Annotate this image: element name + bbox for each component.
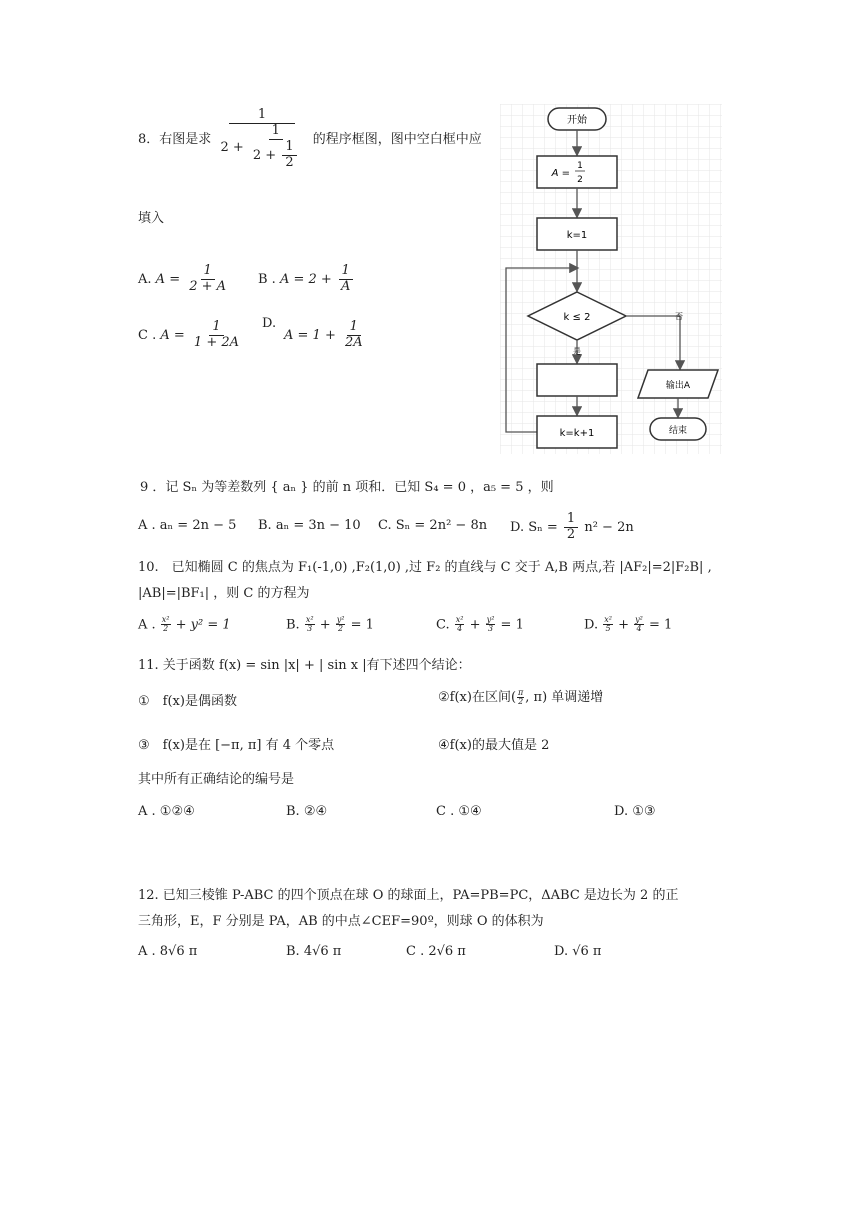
q10-c-den1: 4 (457, 624, 463, 634)
q10-option-b (286, 616, 374, 634)
q11-conclusion-1: ① f(x)是偶函数 (138, 694, 237, 709)
q11-option-b: B. ②④ (286, 804, 328, 819)
q8-option-c-label: C . (138, 327, 157, 343)
q9-option-d-post: n² − 2n (584, 519, 634, 535)
q9-option-d-frac (564, 512, 578, 543)
q10-d-x2: x² (604, 615, 612, 624)
q10-c-plus: + (469, 617, 481, 633)
q10-d-y2: y² (635, 615, 643, 624)
q10-option-c (436, 616, 524, 634)
q10-b-plus: + (319, 617, 331, 633)
q8-inner-two-plus: 2 + (252, 147, 277, 163)
q8-option-a-num: 1 (201, 264, 215, 280)
flow-condition-label: k ≤ 2 (563, 312, 591, 323)
q8-option-b (258, 264, 355, 295)
q8-half-den: 2 (285, 154, 294, 170)
q9-option-b: B. aₙ = 3n − 10 (258, 518, 361, 533)
q8-two-plus: 2 + (220, 139, 244, 155)
q9-option-d (510, 512, 634, 543)
q11-conclusion-4: ④f(x)的最大值是 2 (438, 738, 550, 753)
flow-init-a-den: 2 (577, 175, 583, 185)
q9-stem: 9 ．记 Sₙ 为等差数列 { aₙ } 的前 n 项和．已知 S₄ = 0 ，a₅ = 5 ，则 (140, 480, 554, 495)
q8-option-d-den: 2A (344, 334, 363, 350)
q10-option-d-label: D. (584, 617, 599, 633)
q9-option-d-den: 2 (566, 526, 576, 542)
q9-option-a: A . aₙ = 2n − 5 (138, 518, 237, 533)
q10-b-den2: 2 (338, 624, 344, 634)
flow-yes-label: 是 (573, 347, 581, 356)
q8-inner-den (250, 140, 302, 171)
q8-option-c (138, 320, 244, 351)
q11-c2-post: , π) 单调递增 (525, 690, 604, 705)
q8-option-b-den: A (340, 278, 351, 294)
q8-option-a-expr: A = (155, 271, 181, 287)
q8-option-c-den: 1 + 2A (193, 334, 240, 350)
q11-c2-pre: ②f(x)在区间( (438, 690, 517, 705)
q11-c2-num: π (518, 687, 524, 697)
q8-stem-tail: 填入 (138, 211, 165, 226)
q10-c-x2: x² (455, 615, 464, 624)
q10-a-x2: x² (161, 615, 170, 624)
q10-d-den2: 4 (636, 624, 642, 634)
q9-option-d-num: 1 (564, 512, 578, 528)
q10-option-b-rest: = 1 (350, 617, 374, 633)
q11-c2-den: 2 (518, 697, 524, 706)
q10-option-d-frac1 (603, 616, 613, 634)
q8-option-c-expr: A = (160, 327, 185, 343)
q8-option-b-expr: A = 2 + (279, 271, 332, 287)
q10-d-den1: 5 (605, 624, 611, 634)
q8-frac-den (217, 124, 306, 171)
q8-stem-post: 的程序框图，图中空白框中应 (312, 131, 482, 147)
q12-option-d: D. √6 π (554, 944, 602, 959)
q8-half-num: 1 (282, 140, 296, 156)
q8-option-d-expr: A = 1 + (284, 327, 336, 343)
q9-option-c: C. Sₙ = 2n² − 8n (378, 518, 488, 533)
q12-option-b: B. 4√6 π (286, 944, 342, 959)
q8-stem-pre: 右图是求 (159, 131, 212, 147)
q10-option-b-frac1 (305, 616, 315, 634)
q10-line2: |AB|=|BF₁| ，则 C 的方程为 (138, 586, 310, 601)
q10-d-plus: + (618, 617, 629, 633)
q8-option-d (284, 320, 368, 351)
flow-no-label: 否 (675, 312, 683, 321)
q10-option-b-label: B. (286, 617, 300, 633)
q8-option-a-den: 2 + A (189, 278, 227, 294)
q10-option-d-rest: = 1 (649, 617, 673, 633)
q11-c2-frac (517, 689, 524, 707)
q11-option-c: C . ①④ (436, 804, 482, 819)
q10-option-d-frac2 (634, 616, 644, 634)
flow-blank-box (537, 364, 617, 396)
flow-init-a-num: 1 (577, 161, 583, 171)
flowchart (500, 104, 722, 454)
flow-init-a-lhs: A = (551, 168, 570, 179)
q12-option-a: A . 8√6 π (138, 944, 198, 959)
q8-number: 8． (138, 131, 160, 147)
q12-line2: 三角形，E，F 分别是 PA，AB 的中点∠CEF=90º，则球 O 的体积为 (138, 914, 544, 929)
q12-line1: 12. 已知三棱锥 P-ABC 的四个顶点在球 O 的球面上，PA=PB=PC，ΔABC 是边长为 2 的正 (138, 888, 679, 903)
q10-option-a-label: A . (138, 617, 156, 633)
q11-conclusion-2 (438, 686, 603, 706)
flow-increment-label: k=k+1 (559, 428, 595, 439)
flow-init-k-label: k=1 (566, 230, 588, 241)
q9-option-d-pre: D. Sₙ = (510, 519, 558, 535)
flow-start-label: 开始 (567, 115, 587, 126)
q11-conclusion-3: ③ f(x)是在 [−π, π] 有 4 个零点 (138, 738, 335, 753)
q8-inner-fraction (250, 124, 302, 171)
q10-b-den1: 3 (307, 624, 313, 634)
q8-option-a-label: A. (138, 271, 152, 287)
q10-b-y2: y² (336, 615, 345, 624)
q12-option-c: C . 2√6 π (406, 944, 466, 959)
q10-option-a-rest: + y² = 1 (175, 617, 231, 633)
q8-option-b-num: 1 (339, 264, 353, 280)
q10-line1: 10. 已知椭圆 C 的焦点为 F₁(-1,0) ,F₂(1,0) ,过 F₂ 的直线与 C 交于 A,B 两点,若 |AF₂|=2|F₂B| , (138, 560, 712, 575)
q10-option-b-frac2 (336, 616, 346, 634)
q10-option-c-frac2 (486, 616, 496, 634)
q11-option-d: D. ①③ (614, 804, 656, 819)
flow-output-label: 输出A (665, 381, 691, 391)
q10-a-den: 2 (163, 624, 169, 634)
q8-inner-num: 1 (269, 124, 283, 140)
q10-option-c-frac1 (455, 616, 465, 634)
q8-option-d-frac (342, 320, 366, 351)
flow-end-label: 结束 (668, 426, 688, 436)
q8-continued-fraction (217, 108, 306, 171)
q8-option-b-label: B . (258, 271, 276, 287)
q8-option-c-num: 1 (209, 320, 223, 336)
q11-stem: 11. 关于函数 f(x) = sin |x| + | sin x |有下述四个结论： (138, 658, 471, 673)
q10-option-d (584, 616, 672, 634)
q10-c-den2: 3 (487, 624, 494, 634)
q10-b-x2: x² (305, 615, 314, 624)
q8-frac-num: 1 (229, 108, 295, 124)
q8-option-b-frac (338, 264, 353, 295)
q8-stem (138, 108, 482, 171)
q8-option-a (138, 264, 231, 295)
q10-option-c-label: C. (436, 617, 450, 633)
q8-half-fraction (282, 140, 296, 171)
q10-c-y2: y² (486, 615, 495, 624)
q8-option-c-frac (191, 320, 242, 351)
q10-option-a (138, 616, 231, 634)
q10-option-c-rest: = 1 (500, 617, 524, 633)
q8-option-a-frac (186, 264, 229, 295)
q11-prompt: 其中所有正确结论的编号是 (138, 772, 295, 787)
q8-option-d-num: 1 (347, 320, 361, 336)
q8-option-d-label: D. (262, 316, 277, 331)
q10-option-a-frac (161, 616, 171, 634)
q11-option-a: A . ①②④ (138, 804, 195, 819)
